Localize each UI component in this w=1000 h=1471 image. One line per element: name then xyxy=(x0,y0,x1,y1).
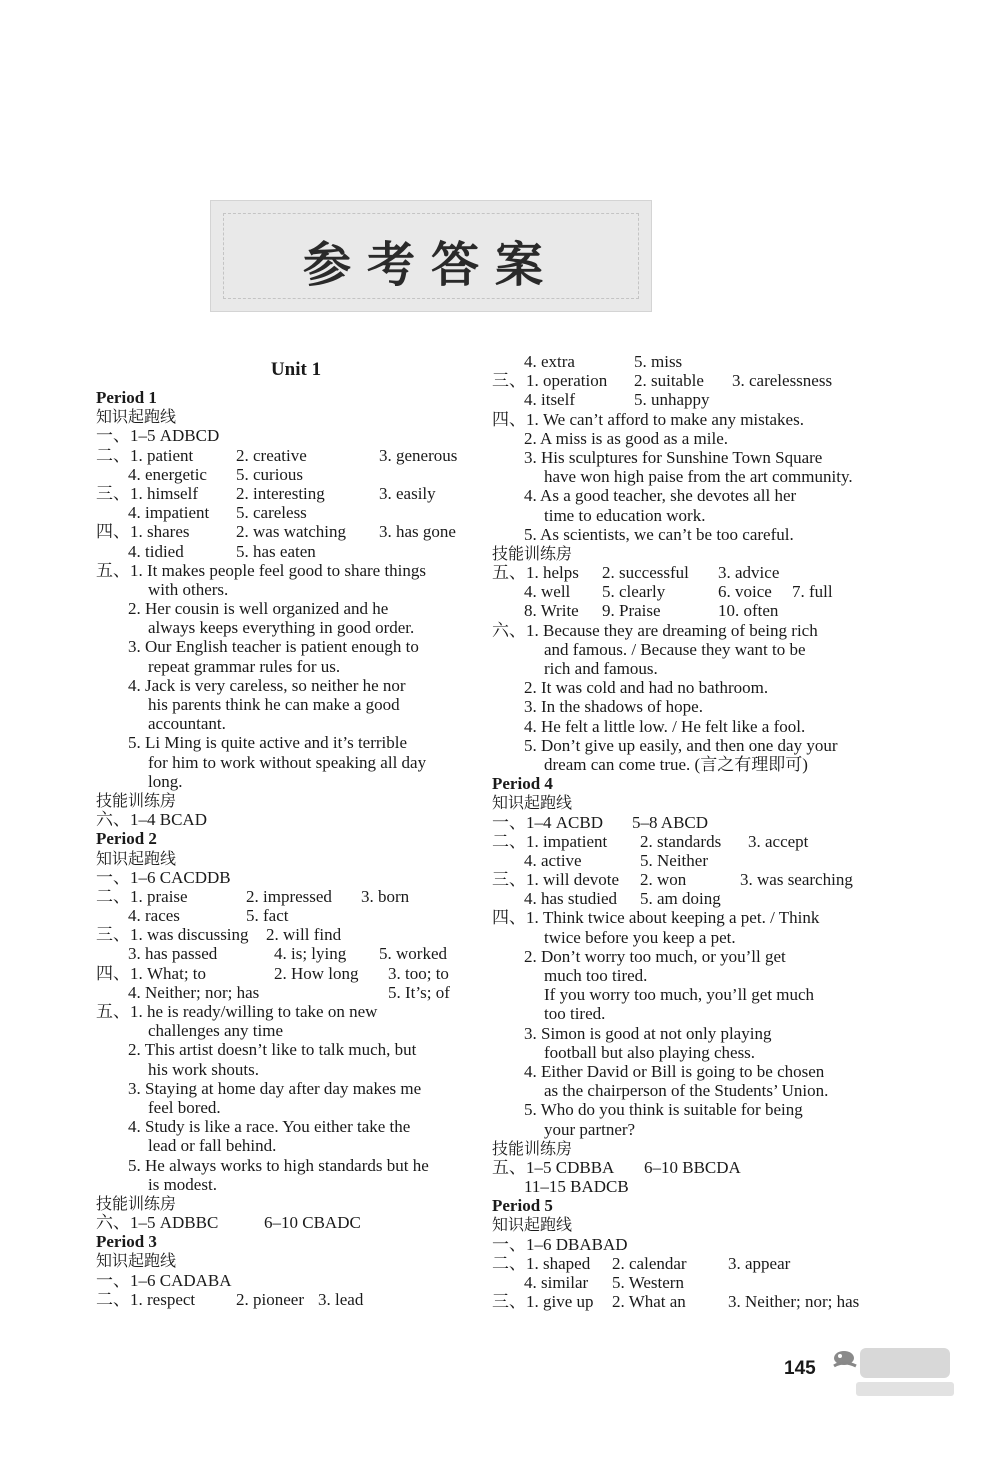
answer-line xyxy=(96,1040,496,1059)
answer-text: 3. In the shadows of hope. xyxy=(524,697,703,717)
section-heading: 知识起跑线 xyxy=(492,1215,573,1235)
answer-text: 四、1. shares xyxy=(96,522,190,542)
answer-text: 五、1. helps xyxy=(492,563,579,583)
answer-text: 五、1. he is ready/willing to take on new xyxy=(96,1002,378,1021)
answer-text: feel bored. xyxy=(148,1097,221,1117)
answer-text: 3. was searching xyxy=(740,870,853,890)
answer-line xyxy=(96,657,496,676)
answer-text: 3. Our English teacher is patient enough to xyxy=(128,637,419,657)
answer-text: 二、1. respect xyxy=(96,1289,196,1309)
answer-text: challenges any time xyxy=(148,1021,284,1041)
answer-line xyxy=(492,1292,912,1311)
answer-text: 7. full xyxy=(792,582,833,602)
answer-text: 4. is; lying xyxy=(274,944,347,964)
answer-line xyxy=(96,772,496,791)
answer-line xyxy=(492,506,912,525)
answer-text: 3. Neither; nor; has xyxy=(728,1292,860,1312)
answer-line xyxy=(492,1004,912,1023)
answer-text: 六、1–5 ADBBC xyxy=(96,1213,219,1233)
answer-line xyxy=(96,465,496,484)
answer-line xyxy=(492,678,912,697)
answer-text: have won high paise from the art community. xyxy=(544,467,853,487)
answer-text: 三、1. was discussing xyxy=(96,925,249,945)
answer-text: lead or fall behind. xyxy=(148,1136,277,1156)
answer-line xyxy=(492,1062,912,1081)
answer-line xyxy=(492,467,912,486)
answer-line xyxy=(492,717,912,736)
answer-text: 5. As scientists, we can’t be too careful. xyxy=(524,524,794,544)
answer-line xyxy=(96,599,496,618)
answer-text: your partner? xyxy=(544,1119,636,1139)
answer-text: is modest. xyxy=(148,1174,217,1194)
answer-line xyxy=(492,1120,912,1139)
answer-text: accountant. xyxy=(148,714,226,734)
answer-line xyxy=(492,947,912,966)
answer-line xyxy=(492,1235,912,1254)
answer-line xyxy=(492,525,912,544)
answer-line xyxy=(492,352,912,371)
answer-text: much too tired. xyxy=(544,966,648,985)
section-heading: 知识起跑线 xyxy=(96,848,177,868)
answer-line xyxy=(96,676,496,695)
answer-text: 四、1. Think twice about keeping a pet. / Think xyxy=(492,908,820,928)
answer-line xyxy=(96,983,496,1002)
answer-text: 4. Either David or Bill is going to be chosen xyxy=(524,1061,825,1081)
answer-line xyxy=(492,486,912,505)
answer-line xyxy=(96,1290,496,1309)
answer-text: 6–10 CBADC xyxy=(264,1213,361,1233)
answer-text: 四、1. What; to xyxy=(96,963,207,983)
answer-text: 4. itself xyxy=(524,390,575,410)
answer-text: 2. successful xyxy=(602,563,689,583)
answer-line xyxy=(492,1100,912,1119)
answer-line xyxy=(96,1098,496,1117)
answer-line xyxy=(492,1177,912,1196)
answer-line xyxy=(492,448,912,467)
answer-text: 四、1. We can’t afford to make any mistakes. xyxy=(492,409,804,429)
answer-text: 3. Staying at home day after day makes me xyxy=(128,1078,422,1098)
answer-line xyxy=(492,755,912,774)
answer-text: 2. pioneer xyxy=(236,1289,304,1309)
answer-text: 三、1. give up xyxy=(492,1292,594,1312)
answer-text: 3. too; to xyxy=(388,963,449,983)
answer-text: with others. xyxy=(148,579,229,599)
answer-text: 6–10 BBCDA xyxy=(644,1157,741,1177)
answer-text: If you worry too much, you’ll get much xyxy=(544,985,815,1005)
period-heading: Period 3 xyxy=(96,1232,157,1252)
answer-text: 5. Neither xyxy=(640,850,708,870)
answer-line xyxy=(96,868,496,887)
answer-text: 3. has passed xyxy=(128,944,218,964)
answer-text: 5. miss xyxy=(634,352,683,371)
answer-line xyxy=(492,966,912,985)
answer-line xyxy=(96,1117,496,1136)
answer-text: as the chairperson of the Students’ Union. xyxy=(544,1081,829,1101)
answer-text: 3. advice xyxy=(718,563,780,583)
answer-line xyxy=(492,429,912,448)
answer-text: 2. creative xyxy=(236,445,307,465)
left-column xyxy=(96,352,496,1309)
answer-line xyxy=(96,944,496,963)
answer-text: 5. It’s; of xyxy=(388,982,450,1002)
answer-line xyxy=(96,1271,496,1290)
answer-text: 2. Don’t worry too much, or you’ll get xyxy=(524,946,786,966)
answer-text: 5. unhappy xyxy=(634,390,710,410)
page-title: 参考答案 xyxy=(302,237,559,293)
answer-text: 8. Write xyxy=(524,601,579,621)
answer-line xyxy=(492,1254,912,1273)
period-heading: Period 1 xyxy=(96,388,157,407)
answer-text: his parents think he can make a good xyxy=(148,695,400,714)
answer-text: 一、1–4 ACBD xyxy=(492,812,603,832)
answer-text: 4. impatient xyxy=(128,503,210,523)
answer-line xyxy=(96,1175,496,1194)
answer-text: 5. He always works to high standards but he xyxy=(128,1155,429,1175)
answer-text: 6. voice xyxy=(718,582,772,602)
answer-line xyxy=(492,889,912,908)
answer-text: football but also playing chess. xyxy=(544,1042,756,1062)
answer-text: 9. Praise xyxy=(602,601,661,621)
answer-text: 5. curious xyxy=(236,464,304,484)
answer-text: 5. Li Ming is quite active and it’s terrible xyxy=(128,733,408,753)
answer-text: 六、1–4 BCAD xyxy=(96,810,207,830)
answer-line xyxy=(492,870,912,889)
period-heading: Period 4 xyxy=(492,774,553,794)
answer-line xyxy=(492,832,912,851)
answer-line xyxy=(96,580,496,599)
answer-line xyxy=(492,601,912,620)
answer-text: 5. has eaten xyxy=(236,541,316,561)
answer-line xyxy=(96,714,496,733)
answer-text: 2. A miss is as good as a mile. xyxy=(524,428,728,448)
answer-text: 2. suitable xyxy=(634,371,704,391)
answer-text: 5. fact xyxy=(246,906,289,926)
answer-line xyxy=(492,985,912,1004)
answer-text: always keeps everything in good order. xyxy=(148,618,415,638)
answer-line xyxy=(96,753,496,772)
answer-text: 5. worked xyxy=(379,944,447,964)
answer-text: 一、1–5 ADBCD xyxy=(96,426,220,446)
answer-text: 10. often xyxy=(718,601,779,621)
answer-line xyxy=(96,522,496,541)
answer-line xyxy=(492,563,912,582)
watermark-logo-icon xyxy=(826,1340,956,1400)
answer-line xyxy=(492,813,912,832)
answer-text: 4. Jack is very careless, so neither he nor xyxy=(128,675,406,695)
answer-text: 2. calendar xyxy=(612,1253,687,1273)
answer-text: long. xyxy=(148,771,183,791)
answer-line xyxy=(96,1002,496,1021)
answer-line xyxy=(96,925,496,944)
period-heading: Period 2 xyxy=(96,829,157,849)
answer-line xyxy=(492,371,912,390)
answer-line xyxy=(96,1079,496,1098)
answer-text: 一、1–6 DBABAD xyxy=(492,1234,628,1254)
answer-text: 3. easily xyxy=(379,483,436,503)
answer-text: 5. Western xyxy=(612,1273,684,1292)
answer-text: 三、1. will devote xyxy=(492,870,620,890)
answer-text: 2. was watching xyxy=(236,522,347,542)
answer-text: 3. His sculptures for Sunshine Town Square xyxy=(524,447,823,467)
answer-text: 3. appear xyxy=(728,1253,791,1273)
section-heading: 技能训练房 xyxy=(492,1138,573,1158)
right-column xyxy=(492,352,912,1311)
answer-text: 3. carelessness xyxy=(732,371,833,391)
answer-text: 五、1–5 CDBBA xyxy=(492,1157,615,1177)
answer-line xyxy=(96,1060,496,1079)
answer-line xyxy=(492,640,912,659)
answer-text: 2. interesting xyxy=(236,483,325,503)
answer-line xyxy=(492,697,912,716)
answer-line xyxy=(492,908,912,927)
answer-text: 5. am doing xyxy=(640,889,721,909)
answer-line xyxy=(96,503,496,522)
answer-line xyxy=(96,1213,496,1232)
answer-line xyxy=(492,1158,912,1177)
answer-text: 4. He felt a little low. / He felt like a fool. xyxy=(524,716,806,736)
answer-line xyxy=(492,582,912,601)
answer-text: 3. lead xyxy=(318,1289,364,1309)
answer-text: 二、1. patient xyxy=(96,445,194,465)
answer-line xyxy=(96,637,496,656)
answer-line xyxy=(96,561,496,580)
answer-text: 5. Don’t give up easily, and then one day your xyxy=(524,735,838,755)
answer-line xyxy=(492,621,912,640)
answer-text: 2. impressed xyxy=(246,886,332,906)
answer-text: 4. Study is like a race. You either take the xyxy=(128,1117,411,1137)
answer-text: and famous. / Because they want to be xyxy=(544,639,806,659)
answer-text: 3. generous xyxy=(379,445,458,465)
answer-line xyxy=(96,484,496,503)
answer-text: 4. As a good teacher, she devotes all her xyxy=(524,486,797,506)
answer-text: 4. has studied xyxy=(524,889,618,909)
answer-line xyxy=(96,810,496,829)
answer-text: 4. Neither; nor; has xyxy=(128,982,260,1002)
answer-line xyxy=(492,1081,912,1100)
answer-text: 2. Her cousin is well organized and he xyxy=(128,599,389,619)
answer-text: 2. This artist doesn’t like to talk much, but xyxy=(128,1040,417,1060)
answer-text: time to education work. xyxy=(544,505,706,525)
answer-text: 二、1. impatient xyxy=(492,831,608,851)
answer-text: 4. similar xyxy=(524,1273,589,1292)
answer-text: 五、1. It makes people feel good to share things xyxy=(96,560,427,580)
answer-text: 4. tidied xyxy=(128,541,184,561)
answer-text: twice before you keep a pet. xyxy=(544,927,736,947)
answer-text: 二、1. praise xyxy=(96,886,188,906)
answer-line xyxy=(492,851,912,870)
answer-line xyxy=(96,733,496,752)
section-heading: 技能训练房 xyxy=(96,1193,177,1213)
answer-text: too tired. xyxy=(544,1004,606,1024)
section-heading: 技能训练房 xyxy=(492,543,573,563)
answer-line xyxy=(96,906,496,925)
answer-line xyxy=(492,736,912,755)
section-heading: 知识起跑线 xyxy=(96,407,177,427)
section-heading: 知识起跑线 xyxy=(96,1251,177,1271)
unit-heading: Unit 1 xyxy=(270,359,322,380)
answer-text: 一、1–6 CACDDB xyxy=(96,867,231,887)
answer-text: for him to work without speaking all day xyxy=(148,752,427,772)
answer-text: his work shouts. xyxy=(148,1059,259,1079)
answer-text: 三、1. himself xyxy=(96,483,198,503)
answer-text: 一、1–6 CADABA xyxy=(96,1270,232,1290)
answer-line xyxy=(492,1043,912,1062)
answer-text: 4. races xyxy=(128,906,180,926)
answer-text: 3. Simon is good at not only playing xyxy=(524,1023,772,1043)
answer-line xyxy=(492,1024,912,1043)
answer-line xyxy=(96,446,496,465)
answer-text: 2. How long xyxy=(274,963,359,983)
title-banner xyxy=(210,200,652,312)
answer-line xyxy=(492,390,912,409)
page-number: 145 xyxy=(784,1358,816,1379)
answer-line xyxy=(96,695,496,714)
answer-text: 4. energetic xyxy=(128,464,207,484)
answer-text: 六、1. Because they are dreaming of being rich xyxy=(492,620,818,640)
answer-text: 5–8 ABCD xyxy=(632,812,709,832)
answer-line xyxy=(96,887,496,906)
answer-text: 2. What an xyxy=(612,1292,686,1312)
answer-line xyxy=(96,426,496,445)
answer-text: 三、1. operation xyxy=(492,371,608,391)
answer-text: 3. born xyxy=(361,886,410,906)
answer-text: 3. has gone xyxy=(379,522,456,542)
answer-text: 3. accept xyxy=(748,831,809,851)
answer-text: 2. will find xyxy=(266,925,342,945)
answer-line xyxy=(492,928,912,947)
answer-line xyxy=(96,964,496,983)
answer-text: 5. careless xyxy=(236,503,307,523)
period-heading: Period 5 xyxy=(492,1196,553,1216)
section-heading: 知识起跑线 xyxy=(492,793,573,813)
answer-text: 二、1. shaped xyxy=(492,1253,591,1273)
answer-line xyxy=(492,410,912,429)
answer-text: rich and famous. xyxy=(544,659,658,678)
answer-line xyxy=(492,1273,912,1292)
answer-line xyxy=(96,618,496,637)
answer-text: 4. extra xyxy=(524,352,575,371)
answer-text: dream can come true. (言之有理即可) xyxy=(544,754,808,774)
answer-text: 11–15 BADCB xyxy=(524,1177,629,1197)
answer-line xyxy=(96,1156,496,1175)
answer-line xyxy=(96,1021,496,1040)
answer-text: 5. clearly xyxy=(602,582,666,602)
answer-text: 2. won xyxy=(640,870,687,890)
answer-text: 4. active xyxy=(524,850,582,870)
answer-line xyxy=(492,659,912,678)
answer-text: 5. Who do you think is suitable for being xyxy=(524,1100,803,1120)
answer-line xyxy=(96,542,496,561)
answer-text: 4. well xyxy=(524,582,571,602)
answer-line xyxy=(96,1136,496,1155)
section-heading: 技能训练房 xyxy=(96,790,177,810)
answer-text: 2. standards xyxy=(640,831,722,851)
answer-text: 2. It was cold and had no bathroom. xyxy=(524,678,769,698)
answer-text: repeat grammar rules for us. xyxy=(148,656,341,676)
